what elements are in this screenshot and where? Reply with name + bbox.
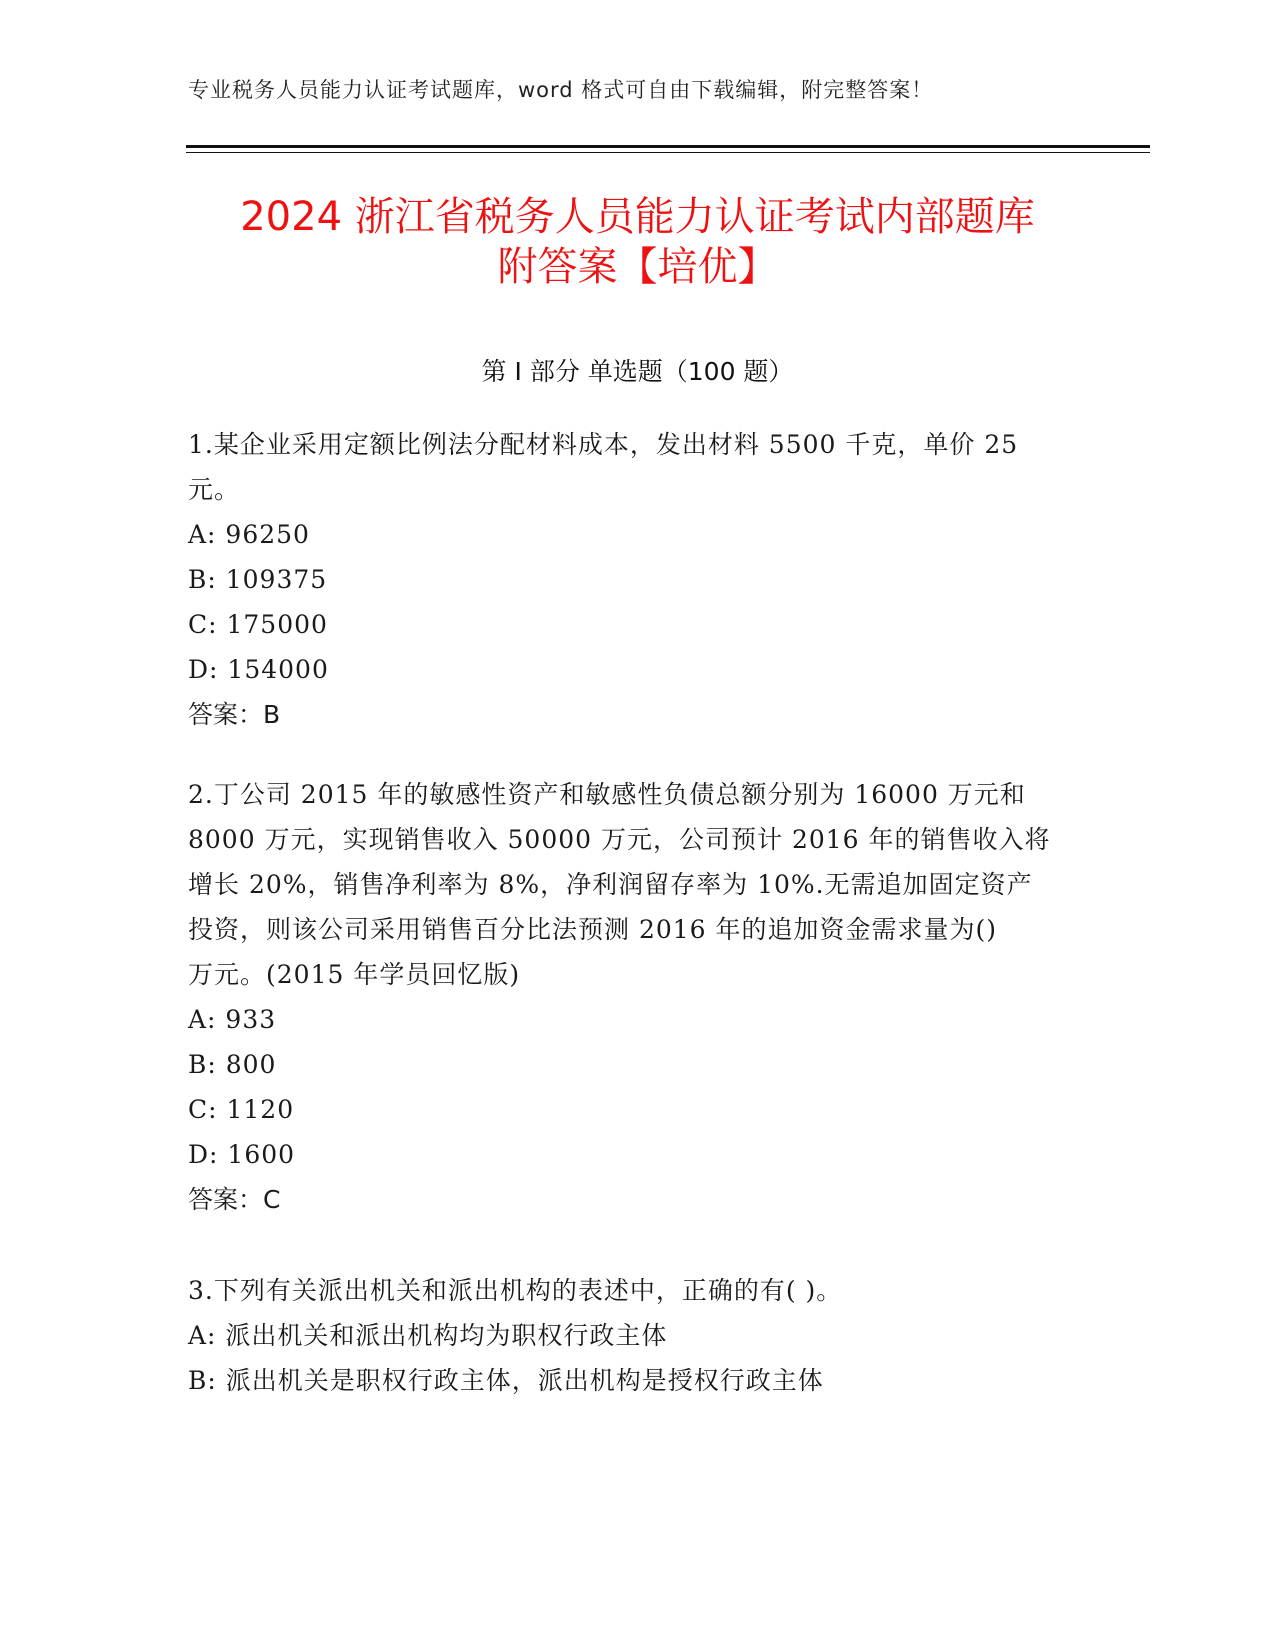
question-stem-line: 万元。(2015 年学员回忆版) [188,960,521,989]
document-title [150,192,1125,292]
question-stem-line: 3.下列有关派出机关和派出机构的表述中，正确的有( )。 [188,1276,843,1305]
option-a: A: 96250 [188,520,310,549]
answer: 答案：C [188,1185,281,1214]
option-c: C: 175000 [188,610,328,639]
document-title-line-1: 2024 浙江省税务人员能力认证考试内部题库 [240,194,1035,240]
header-rule-thin [186,152,1150,153]
option-c: C: 1120 [188,1095,295,1124]
option-a: A: 派出机关和派出机构均为职权行政主体 [188,1321,668,1350]
question-3 [188,1268,1078,1403]
question-stem-line: 1.某企业采用定额比例法分配材料成本，发出材料 5500 千克，单价 25 [188,430,1019,459]
option-b: B: 派出机关是职权行政主体，派出机构是授权行政主体 [188,1366,824,1395]
question-stem-line: 8000 万元，实现销售收入 50000 万元，公司预计 2016 年的销售收入将 [188,825,1051,854]
option-b: B: 800 [188,1050,277,1079]
section-heading: 第 I 部分 单选题（100 题） [481,357,794,386]
option-d: D: 1600 [188,1140,296,1169]
header-note: 专业税务人员能力认证考试题库，word 格式可自由下载编辑，附完整答案！ [188,78,934,102]
question-1 [188,422,1078,737]
question-stem-line: 2.丁公司 2015 年的敏感性资产和敏感性负债总额分别为 16000 万元和 [188,780,1026,809]
option-d: D: 154000 [188,655,329,684]
document-title-line-2: 附答案【培优】 [497,244,778,290]
option-b: B: 109375 [188,565,328,594]
option-a: A: 933 [188,1005,277,1034]
header-rule-thick [186,145,1150,148]
question-2 [188,772,1078,1222]
question-stem-line: 增长 20%，销售净利率为 8%，净利润留存率为 10%.无需追加固定资产 [188,870,1033,899]
question-stem-line: 投资，则该公司采用销售百分比法预测 2016 年的追加资金需求量为() [188,915,998,944]
question-stem-line: 元。 [188,475,241,504]
answer: 答案：B [188,700,281,729]
